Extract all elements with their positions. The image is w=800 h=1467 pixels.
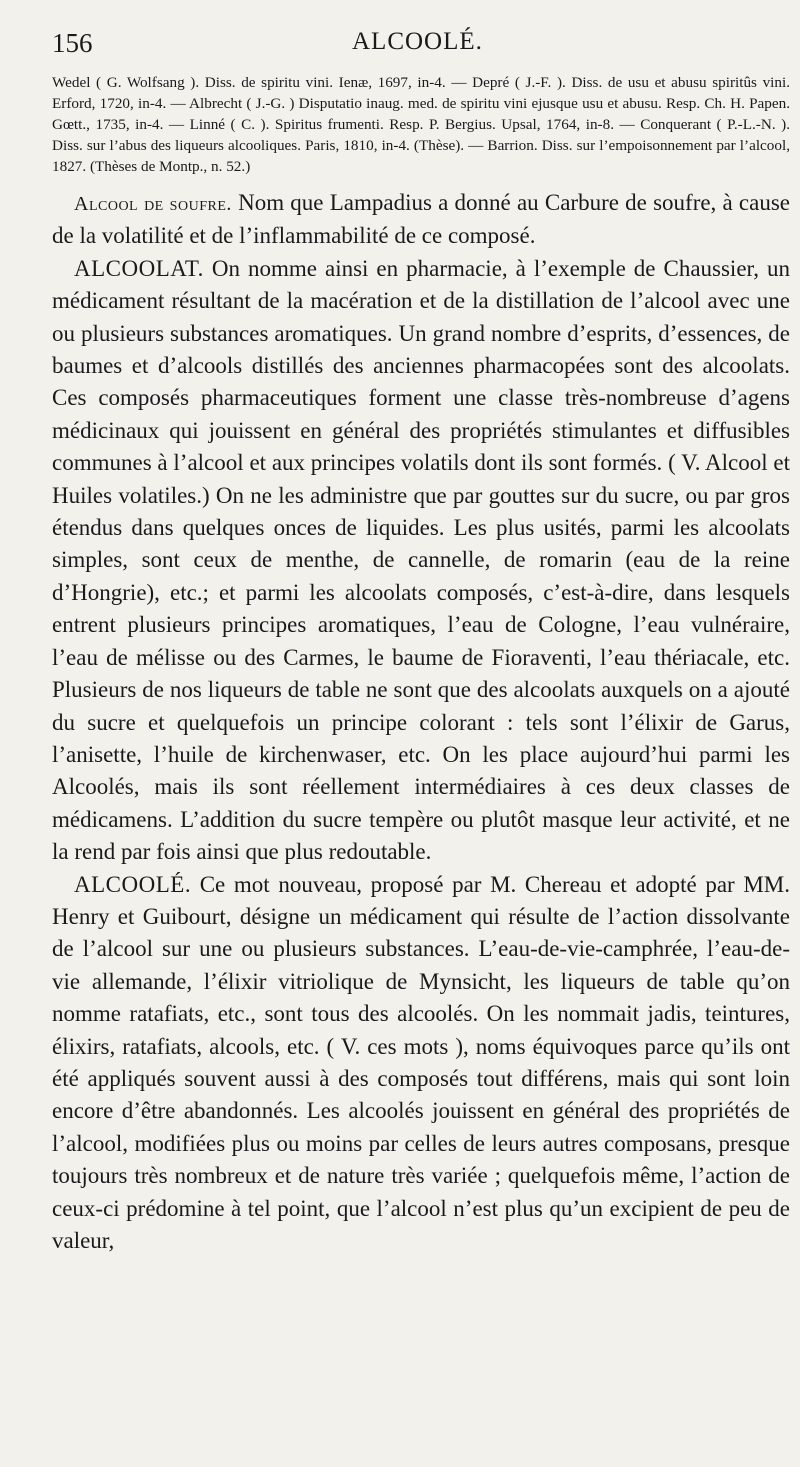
entry-body: Ce mot nouveau, proposé par M. Chereau et adopté par MM. Henry et Guibourt, désigne un médicament qui résulte de l’action dissolvante de l’alcool sur une ou plusieurs substances. L’eau-de-vie-camphrée, l’eau-de-vie allemande, l’élixir vitriolique de Mynsicht, les liqueurs de table qu’on nomme ratafiats, etc., sont tous des alcoolés. On les nommait jadis, teintures, élixirs, ratafiats, alcools, etc. ( V. ces mots ), noms équivoques parce qu’ils ont été appliqués souvent aussi à des composés tout différens, mais qui sont loin encore d’être abandonnés. Les alcoolés jouissent en général des propriétés de l’alcool, modifiées plus ou moins par celles de leurs autres composans, presque toujours très nombreux et de nature très variée ; quelquefois même, l’action de ceux-ci prédomine à tel point, que l’alcool n’est plus qu’un excipient de peu de valeur, [52,871,791,1253]
running-title: ALCOOLÉ. [352,28,483,55]
bibliography-references: Wedel ( G. Wolfsang ). Diss. de spiritu vini. Ienæ, 1697, in-4. — Depré ( J.-F. ). Diss. de usu et abusu spiritûs vini. Erford, 1720, in-4. — Albrecht ( J.-G. ) Disputatio inaug. med. de spiritu vini ejusque usu et abusu. Resp. Ch. H. Papen. Gœtt., 1735, in-4. — Linné ( C. ). Spiritus frumenti. Resp. P. Bergius. Upsal, 1764, in-8. — Conquerant ( P.-L.-N. ). Diss. sur l’abus des liqueurs alcooliques. Paris, 1810, in-4. (Thèse). — Barrion. Diss. sur l’empoisonnement par l’alcool, 1827. (Thèses de Montp., n. 52.) [52,74,790,175]
entry-alcoole [52,869,790,1258]
entry-headword: ALCOOLAT. [74,255,204,281]
entry-body: On nomme ainsi en pharmacie, à l’exemple de Chaussier, un médicament résultant de la macération et de la distillation de l’alcool avec une ou plusieurs substances aromatiques. Un grand nombre d’esprits, d’essences, de baumes et d’alcools distillés des anciennes pharmacopées sont des alcoolats. Ces composés pharmaceutiques forment une classe très-nombreuse d’agens médicinaux qui jouissent en général des propriétés stimulantes et diffusibles communes à l’alcool et aux principes volatils dont ils sont formés. ( V. Alcool et Huiles volatiles.) On ne les administre que par gouttes sur du sucre, ou par gros étendus dans quelques onces de liquides. Les plus usités, parmi les alcoolats simples, sont ceux de menthe, de cannelle, de romarin (eau de la reine d’Hongrie), etc.; et parmi les alcoolats composés, c’est-à-dire, dans lesquels entrent plusieurs principes aromatiques, l’eau de Cologne, l’eau vulnéraire, l’eau de mélisse ou des Carmes, le baume de Fioraventi, l’eau thériacale, etc. Plusieurs de nos liqueurs de table ne sont que des alcoolats auxquels on a ajouté du sucre et quelquefois un principe colorant : tels sont l’élixir de Garus, l’anisette, l’huile de kirchenwaser, etc. On les place aujourd’hui parmi les Alcoolés, mais ils sont réellement intermédiaires à ces deux classes de médicamens. L’addition du sucre tempère ou plutôt masque leur activité, et ne la rend par fois ainsi que plus redoutable. [52,255,791,865]
entry-headword: ALCOOLÉ. [74,871,192,897]
page-number: 156 [52,28,93,58]
entry-alcoolat [52,253,790,869]
entry-headword: Alcool de soufre. [74,193,232,215]
running-head [52,28,790,64]
entry-alcool-de-soufre [52,187,790,253]
entry-body: Nom que Lampadius a donné au Carbure de soufre, à cause de la volatilité et de l’inflammabilité de ce composé. [52,190,791,249]
